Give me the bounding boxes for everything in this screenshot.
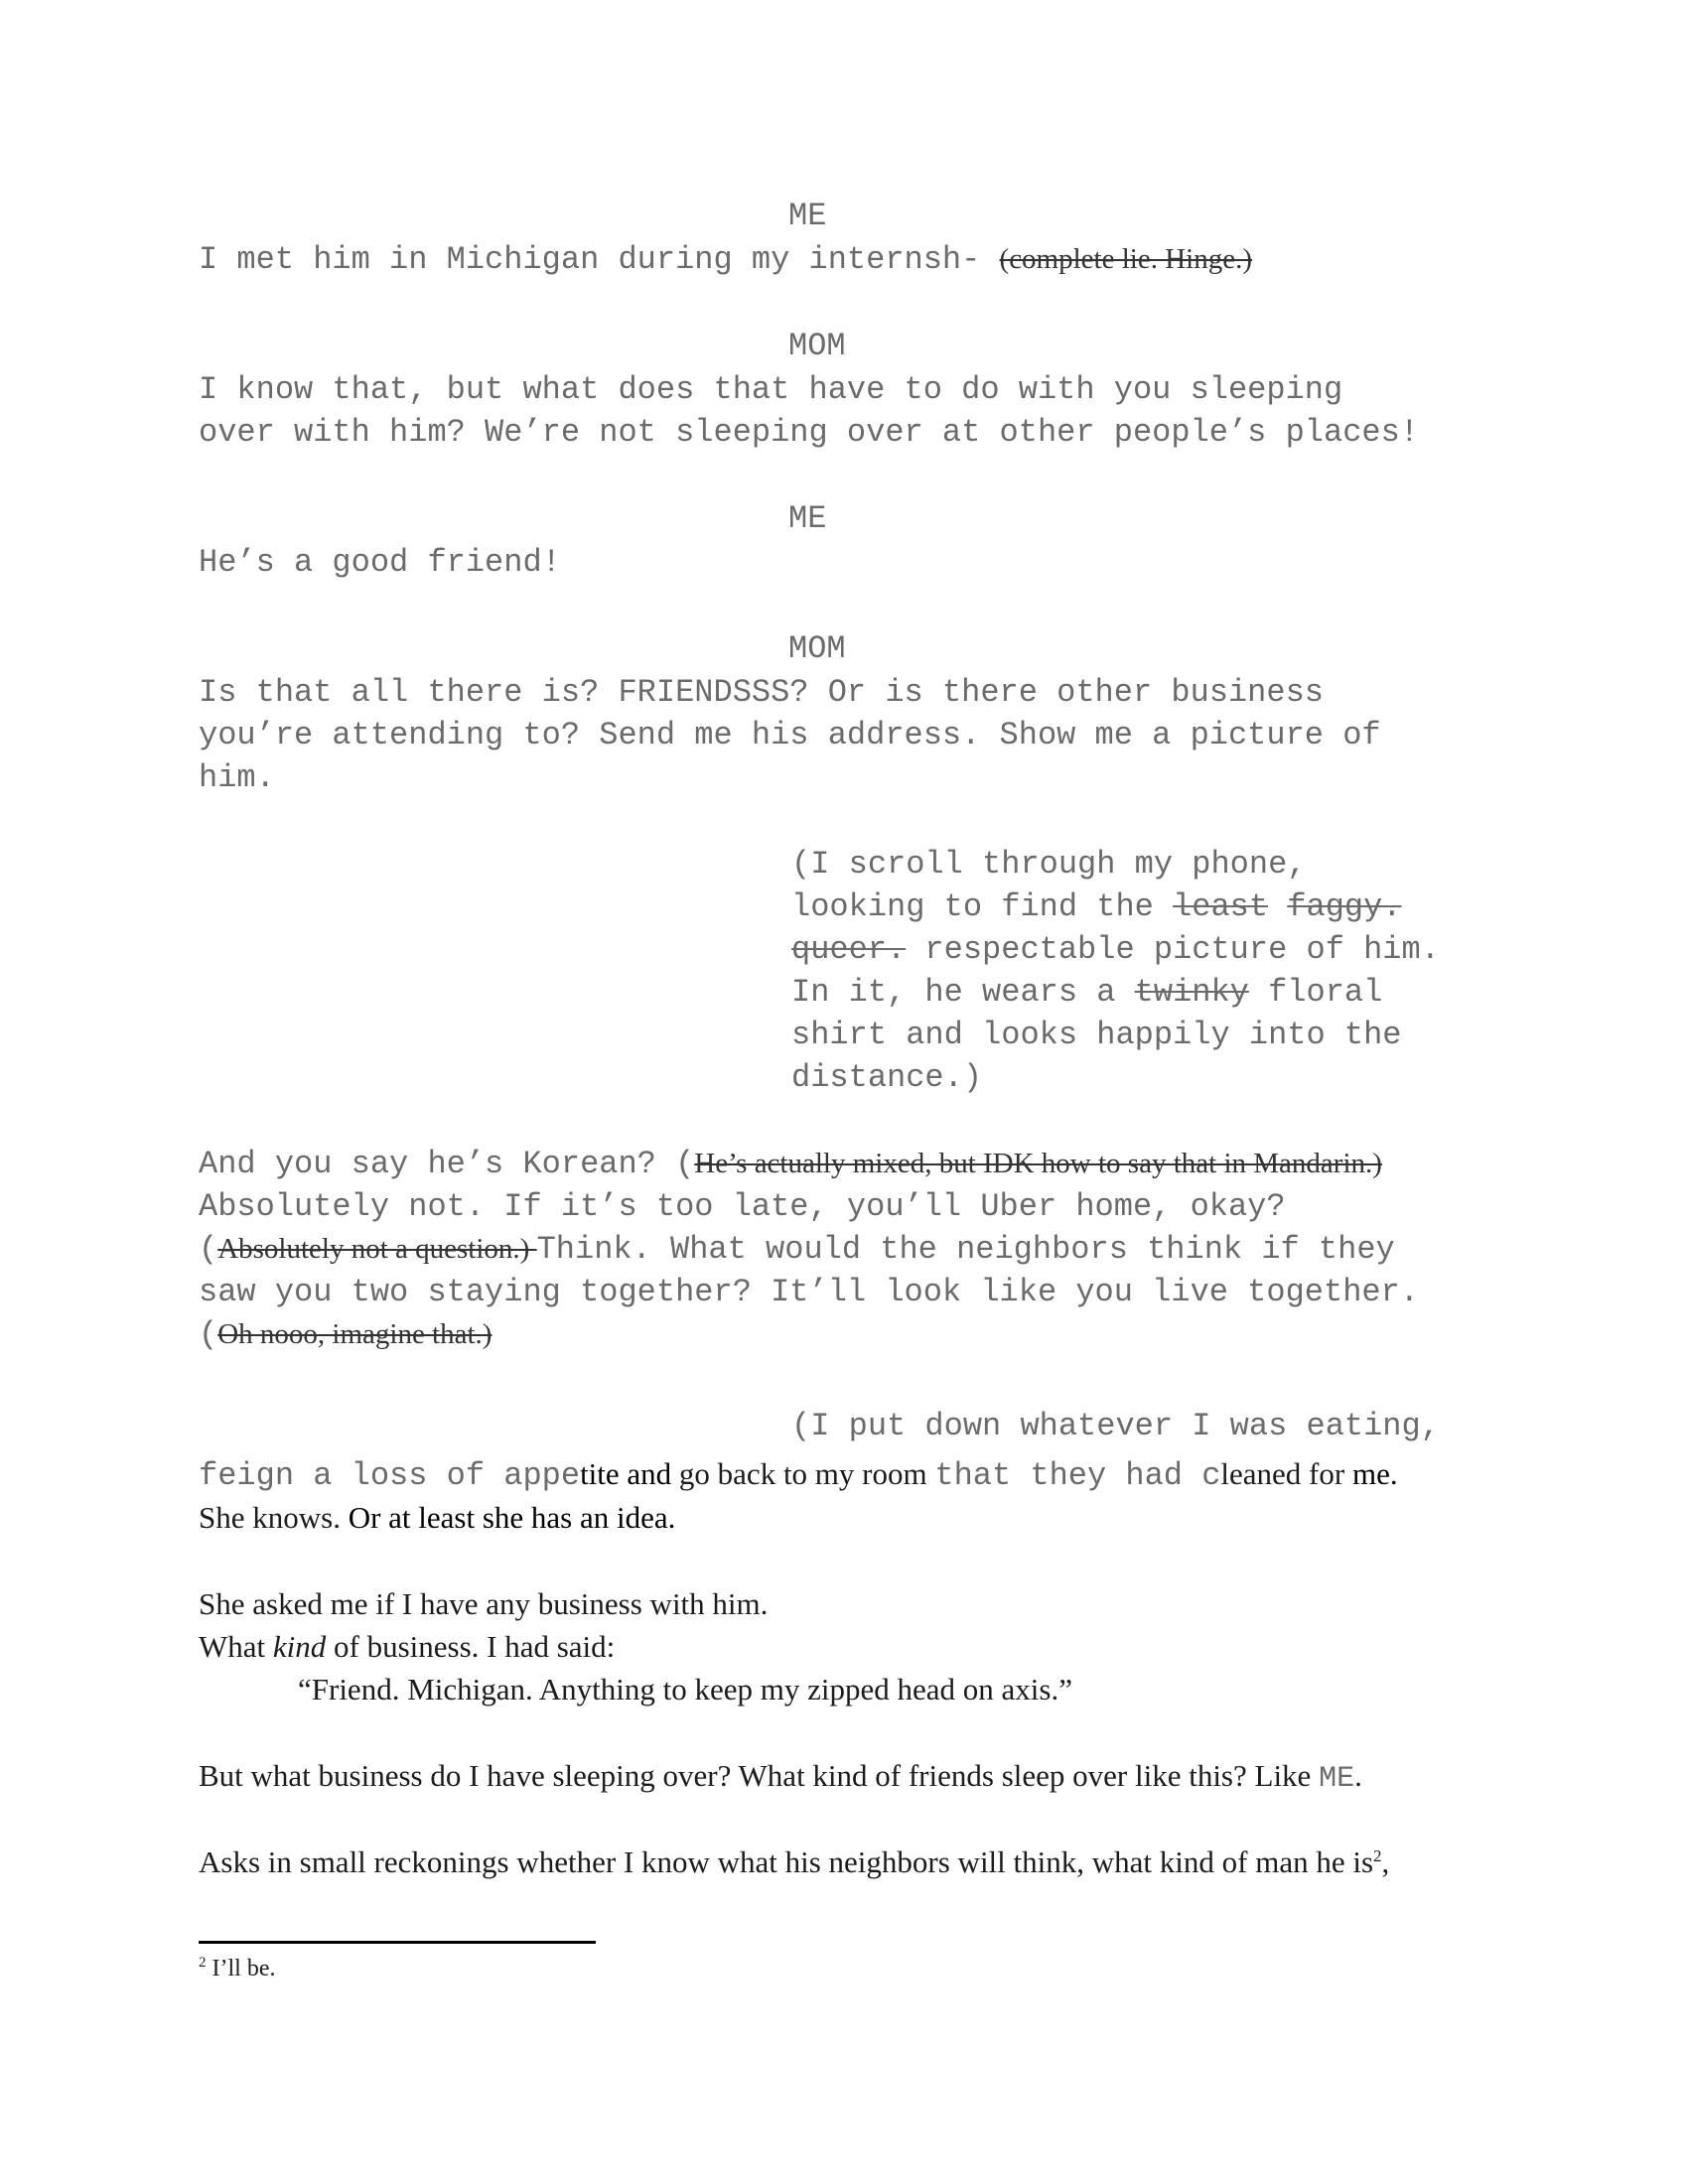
parenthetical-text: In it, he wears a bbox=[791, 974, 1135, 1011]
action-text: that they had c bbox=[934, 1457, 1221, 1494]
footnote-text: I’ll be. bbox=[206, 1956, 276, 1981]
prose-line bbox=[199, 1496, 675, 1539]
prose-text: Or at least she has an idea. bbox=[348, 1500, 676, 1535]
struck-word: least bbox=[1173, 888, 1269, 925]
parenthetical-line: (I scroll through my phone, bbox=[791, 846, 1307, 883]
action-line bbox=[199, 1452, 1398, 1497]
action-text-serif: go back to my room bbox=[678, 1456, 935, 1491]
prose-text: , bbox=[1381, 1844, 1390, 1879]
struck-word: faggy. bbox=[1287, 888, 1402, 925]
parenthetical-line bbox=[791, 928, 1440, 971]
dialogue-text: And you say he’s Korean? ( bbox=[199, 1146, 695, 1182]
prose-text: . bbox=[1354, 1758, 1362, 1793]
speaker-mom-2: MOM bbox=[788, 630, 846, 667]
dialogue-line bbox=[199, 1143, 1382, 1185]
struck-annotation: Oh nooo, imagine that.) bbox=[217, 1318, 492, 1350]
parenthetical-line: shirt and looks happily into the bbox=[791, 1017, 1402, 1053]
quote-line: “Friend. Michigan. Anything to keep my zipped head on axis.” bbox=[298, 1672, 1072, 1706]
dialogue-text: I met him in Michigan during my internsh- bbox=[199, 241, 1000, 278]
prose-line bbox=[199, 1841, 1389, 1883]
dialogue-text: ( bbox=[199, 1316, 218, 1353]
dialogue-line bbox=[199, 238, 1252, 281]
footnote bbox=[199, 1956, 275, 1982]
speaker-mom-1: MOM bbox=[788, 328, 846, 364]
action-text-serif: me. bbox=[1351, 1456, 1398, 1491]
prose-text: She knows. bbox=[199, 1500, 349, 1535]
prose-line: She asked me if I have any business with him. bbox=[199, 1586, 769, 1621]
struck-word: twinky bbox=[1134, 974, 1249, 1011]
dialogue-line: over with him? We’re not sleeping over at other people’s places! bbox=[199, 414, 1419, 451]
dialogue-line bbox=[199, 1313, 492, 1356]
dialogue-line: I know that, but what does that have to do with you sleeping bbox=[199, 371, 1343, 408]
dialogue-line: Is that all there is? FRIENDSSS? Or is there other business bbox=[199, 674, 1324, 711]
action-text-serif: leaned for bbox=[1220, 1456, 1352, 1491]
dialogue-text: Think. What would the neighbors think if they bbox=[536, 1231, 1395, 1268]
parenthetical-line bbox=[791, 886, 1402, 928]
action-text-serif: tite and bbox=[580, 1456, 679, 1491]
dialogue-line: him. bbox=[199, 759, 275, 796]
footnote-ref[interactable]: 2 bbox=[1373, 1846, 1382, 1865]
prose-text: But what business do I have sleeping over? What kind of friends sleep over like this? Like bbox=[199, 1758, 1320, 1793]
footnote-divider bbox=[199, 1941, 596, 1944]
emphasis: kind bbox=[272, 1629, 327, 1664]
parenthetical-text: respectable picture of him. bbox=[906, 931, 1440, 968]
dialogue-line: you’re attending to? Send me his address. Show me a picture of bbox=[199, 717, 1381, 753]
struck-annotation: He’s actually mixed, but IDK how to say that in Mandarin.) bbox=[694, 1148, 1382, 1179]
prose-text: Asks in small reckonings whether I know what his neighbors will think, what kind of man he is bbox=[199, 1844, 1374, 1879]
dialogue-text: ( bbox=[199, 1231, 218, 1268]
parenthetical-line bbox=[791, 971, 1382, 1014]
parenthetical-text: floral bbox=[1248, 974, 1383, 1011]
dialogue-line bbox=[199, 1228, 1395, 1271]
speaker-me-1: ME bbox=[788, 198, 827, 234]
parenthetical-line: distance.) bbox=[791, 1059, 983, 1096]
speaker-me-2: ME bbox=[788, 500, 827, 537]
dialogue-line: Absolutely not. If it’s too late, you’ll Uber home, okay? bbox=[199, 1188, 1286, 1225]
struck-word: queer. bbox=[791, 931, 907, 968]
prose-line bbox=[199, 1754, 1362, 1801]
footnote-number: 2 bbox=[199, 1955, 207, 1971]
struck-annotation: Absolutely not a question.) bbox=[217, 1233, 537, 1265]
inline-mono-me: ME bbox=[1319, 1762, 1355, 1796]
parenthetical-text: looking to find the bbox=[791, 888, 1174, 925]
action-text: feign a loss of appe bbox=[199, 1457, 581, 1494]
prose-text: What bbox=[199, 1629, 273, 1664]
prose-text: of business. I had said: bbox=[326, 1629, 616, 1664]
struck-annotation: (complete lie. Hinge.) bbox=[999, 243, 1252, 275]
action-line: (I put down whatever I was eating, bbox=[791, 1408, 1440, 1444]
dialogue-line: He’s a good friend! bbox=[199, 544, 561, 581]
prose-line bbox=[199, 1625, 615, 1668]
dialogue-line: saw you two staying together? It’ll look like you live together. bbox=[199, 1274, 1419, 1310]
